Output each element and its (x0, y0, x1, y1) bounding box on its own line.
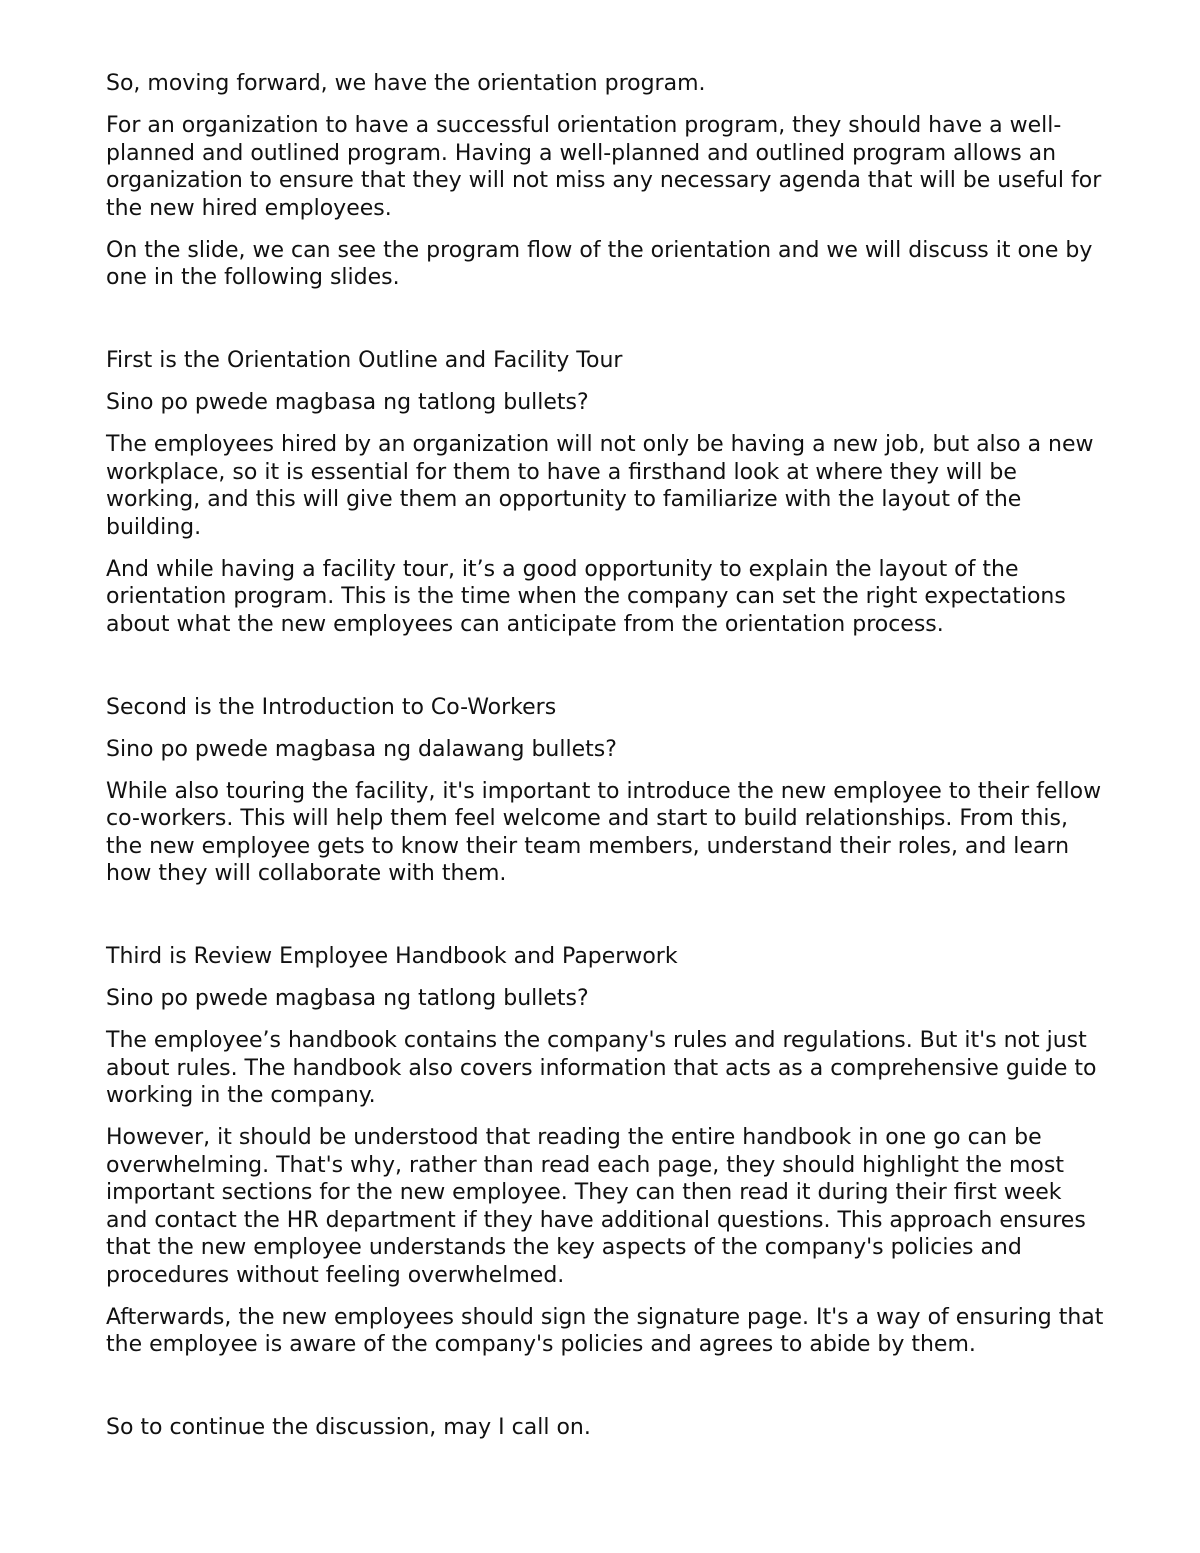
paragraph: However, it should be understood that reading the entire handbook in one go can be overwhelming. That's why, rather than read each page, they should highlight the most important sections for the new employee. They can then read it during their first week and contact the HR department if they have additional questions. This approach ensures that the new employee understands the key aspects of the company's policies and procedures without feeling overwhelmed. (106, 1125, 1086, 1288)
section-co-workers (106, 694, 1106, 888)
section-spacer (106, 306, 1106, 347)
prompt-line: Sino po pwede magbasa ng dalawang bullets? (106, 736, 617, 762)
prompt-line: Sino po pwede magbasa ng tatlong bullets? (106, 986, 589, 1011)
document-page (106, 70, 1106, 1456)
section-handbook (106, 943, 1106, 1359)
paragraph: For an organization to have a successful orientation program, they should have a well-planned and outlined program. Having a well-planned and outlined program allows an organization to ensure that they will not miss any necessary agenda that will be useful for the new hired employees. (106, 113, 1102, 221)
section-spacer (106, 902, 1106, 943)
section-spacer (106, 653, 1106, 694)
section-heading: Third is Review Employee Handbook and Paperwork (106, 944, 678, 969)
paragraph: The employees hired by an organization will not only be having a new job, but also a new workplace, so it is essential for them to have a firsthand look at where they will be working, and this will give them an opportunity to familiarize with the layout of the building. (106, 432, 1094, 540)
section-facility-tour (106, 347, 1106, 638)
section-heading: First is the Orientation Outline and Facility Tour (106, 348, 623, 373)
paragraph: The employee’s handbook contains the company's rules and regulations. But it's not just about rules. The handbook also covers information that acts as a comprehensive guide to working in the company. (106, 1028, 1097, 1108)
section-closing (106, 1414, 1106, 1442)
section-orientation-intro (106, 70, 1106, 292)
section-spacer (106, 1373, 1106, 1414)
paragraph: Afterwards, the new employees should sign the signature page. It's a way of ensuring that the employee is aware of the company's policies and agrees to abide by them. (106, 1304, 1104, 1357)
prompt-line: Sino po pwede magbasa ng tatlong bullets? (106, 390, 589, 415)
paragraph: On the slide, we can see the program flow of the orientation and we will discuss it one by one in the following slides. (106, 237, 1093, 290)
section-heading: Second is the Introduction to Co-Workers (106, 694, 557, 720)
paragraph: While also touring the facility, it's important to introduce the new employee to their fellow co-workers. This will help them feel welcome and start to build relationships. From this, the new employee gets to know their team members, understand their roles, and learn how they will collaborate with them. (106, 778, 1102, 886)
closing-line: So to continue the discussion, may I call on. (106, 1415, 591, 1440)
paragraph: So, moving forward, we have the orientation program. (106, 71, 706, 96)
paragraph: And while having a facility tour, it’s a good opportunity to explain the layout of the orientation program. This is the time when the company can set the right expectations about what the new employees can anticipate from the orientation process. (106, 556, 1066, 637)
